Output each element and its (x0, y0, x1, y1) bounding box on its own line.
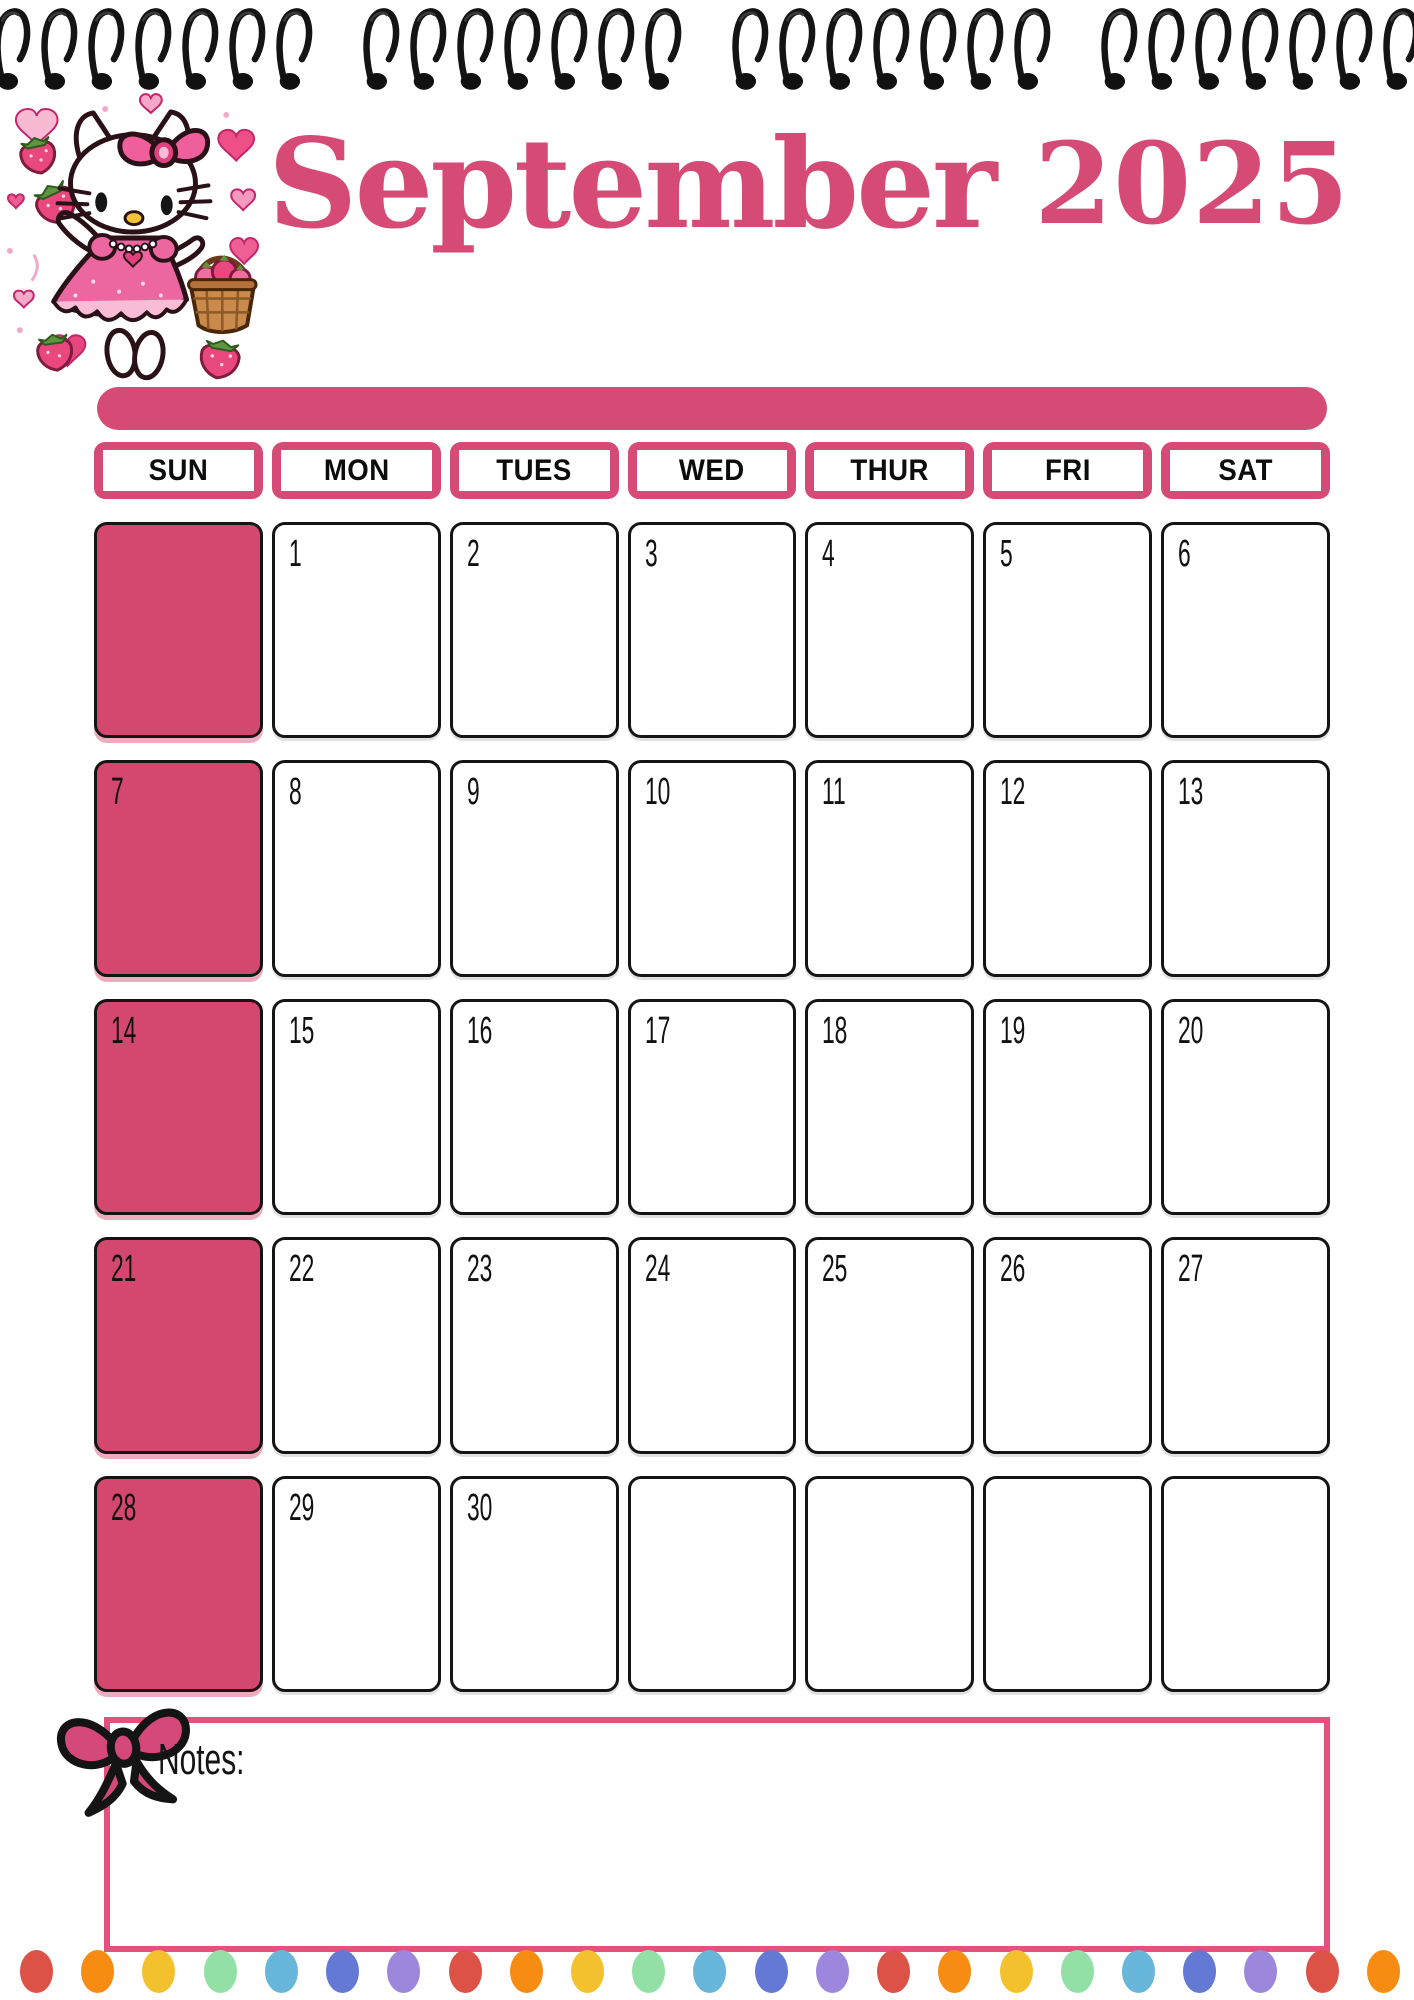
polka-dot (816, 1950, 849, 1993)
calendar-day-30 (450, 1476, 619, 1692)
calendar-day-28 (94, 1476, 263, 1692)
spiral-loop-icon (410, 2, 447, 96)
spiral-loop-icon (457, 2, 494, 96)
spiral-loop-icon (135, 2, 172, 96)
spiral-loop-icon (779, 2, 816, 96)
weekday-header-inner (459, 450, 610, 491)
polka-dot (877, 1950, 910, 1993)
spiral-loop-icon (1383, 2, 1414, 96)
calendar-day-17 (628, 999, 797, 1215)
weekday-header-inner (103, 450, 254, 491)
day-number: 2 (466, 533, 480, 575)
spiral-group (0, 2, 313, 98)
notes-area (104, 1717, 1330, 1952)
day-number: 30 (466, 1486, 493, 1529)
day-number: 20 (1178, 1009, 1204, 1052)
day-number: 15 (288, 1009, 315, 1052)
spiral-loop-icon (504, 2, 541, 96)
polka-dot (387, 1950, 420, 1993)
day-number: 17 (644, 1009, 670, 1052)
spiral-loop-icon (276, 2, 313, 96)
polka-dot (1244, 1950, 1277, 1993)
calendar-day-13 (1161, 760, 1330, 976)
day-number: 8 (288, 771, 302, 814)
day-number: 13 (1178, 771, 1204, 814)
spiral-loop-icon (182, 2, 219, 96)
calendar-day-3 (628, 522, 797, 738)
calendar-cell-empty (983, 1476, 1152, 1692)
day-number: 26 (1000, 1248, 1026, 1291)
polka-dot (1122, 1950, 1155, 1993)
weekday-label: THUR (850, 453, 930, 487)
spiral-loop-icon (967, 2, 1004, 96)
polka-dot (265, 1950, 298, 1993)
polka-dot (632, 1950, 665, 1993)
polka-dot (142, 1950, 175, 1993)
calendar-day-7 (94, 760, 263, 976)
weekday-label: MON (323, 453, 390, 487)
spiral-loop-icon (920, 2, 957, 96)
footer-polka-dots (20, 1946, 1400, 1996)
weekday-header-inner (814, 450, 965, 491)
weekday-header-sat (1161, 442, 1330, 499)
day-number: 16 (466, 1009, 493, 1052)
day-number: 7 (111, 771, 124, 814)
day-number: 12 (1000, 771, 1026, 814)
calendar-cell-empty (94, 522, 263, 738)
day-number: 24 (644, 1248, 670, 1291)
day-number: 4 (822, 533, 836, 575)
day-number: 27 (1178, 1248, 1204, 1291)
day-number: 5 (1000, 533, 1013, 575)
polka-dot (81, 1950, 114, 1993)
spiral-loop-icon (88, 2, 125, 96)
calendar-day-11 (805, 760, 974, 976)
calendar-day-14 (94, 999, 263, 1215)
day-number: 14 (111, 1009, 137, 1052)
calendar-day-26 (983, 1237, 1152, 1453)
day-number: 23 (466, 1248, 493, 1291)
year-title: 2025 (1034, 118, 1351, 250)
day-number: 11 (822, 771, 847, 814)
day-number: 25 (822, 1248, 848, 1291)
day-number: 1 (288, 533, 302, 575)
calendar-grid (94, 522, 1330, 1692)
polka-dot (20, 1950, 53, 1993)
weekday-label: SUN (148, 453, 209, 487)
polka-dot (1061, 1950, 1094, 1993)
calendar-day-27 (1161, 1237, 1330, 1453)
day-number: 19 (1000, 1009, 1026, 1052)
weekday-label: TUES (496, 453, 572, 487)
spiral-group (732, 2, 1051, 98)
spiral-loop-icon (598, 2, 635, 96)
weekday-header-inner (1170, 450, 1321, 491)
spiral-group (363, 2, 682, 98)
calendar-day-10 (628, 760, 797, 976)
day-number: 6 (1178, 533, 1191, 575)
hello-kitty-illustration (2, 86, 260, 386)
polka-dot (449, 1950, 482, 1993)
spiral-loop-icon (363, 2, 400, 96)
day-number: 10 (644, 771, 670, 814)
calendar-day-12 (983, 760, 1152, 976)
weekday-header-inner (281, 450, 432, 491)
spiral-loop-icon (826, 2, 863, 96)
calendar-cell-empty (805, 1476, 974, 1692)
calendar-day-18 (805, 999, 974, 1215)
day-number: 18 (822, 1009, 848, 1052)
calendar-cell-empty (1161, 1476, 1330, 1692)
day-number: 29 (288, 1486, 315, 1529)
calendar-cell-empty (628, 1476, 797, 1692)
strawberry-basket (189, 255, 256, 332)
spiral-loop-icon (1101, 2, 1138, 96)
spiral-loop-icon (1014, 2, 1051, 96)
calendar-day-1 (272, 522, 441, 738)
calendar-day-24 (628, 1237, 797, 1453)
weekday-header-sun (94, 442, 263, 499)
day-number: 28 (111, 1486, 137, 1529)
calendar-day-22 (272, 1237, 441, 1453)
weekday-label: SAT (1218, 453, 1273, 487)
calendar-day-20 (1161, 999, 1330, 1215)
calendar-day-6 (1161, 522, 1330, 738)
polka-dot (755, 1950, 788, 1993)
spiral-loop-icon (645, 2, 682, 96)
calendar-day-9 (450, 760, 619, 976)
spiral-loop-icon (0, 2, 31, 96)
month-title: September (267, 111, 995, 257)
calendar-day-2 (450, 522, 619, 738)
calendar-day-19 (983, 999, 1152, 1215)
polka-dot (326, 1950, 359, 1993)
weekday-header-inner (637, 450, 788, 491)
spiral-group (1101, 2, 1414, 98)
weekday-header-fri (983, 442, 1152, 499)
weekday-header-tues (450, 442, 619, 499)
calendar-day-4 (805, 522, 974, 738)
spiral-loop-icon (1336, 2, 1373, 96)
weekday-header-thur (805, 442, 974, 499)
spiral-loop-icon (1148, 2, 1185, 96)
spiral-loop-icon (551, 2, 588, 96)
day-number: 22 (288, 1248, 315, 1291)
weekday-header-inner (992, 450, 1143, 491)
polka-dot (204, 1950, 237, 1993)
calendar-day-25 (805, 1237, 974, 1453)
weekday-header-wed (628, 442, 797, 499)
spiral-loop-icon (1242, 2, 1279, 96)
notes-label: Notes: (158, 1735, 245, 1784)
polka-dot (571, 1950, 604, 1993)
polka-dot (693, 1950, 726, 1993)
day-number: 9 (466, 771, 480, 814)
calendar-day-15 (272, 999, 441, 1215)
weekday-header-mon (272, 442, 441, 499)
day-number: 21 (111, 1248, 137, 1291)
calendar-day-21 (94, 1237, 263, 1453)
divider-bar (97, 387, 1327, 430)
day-number: 3 (644, 533, 658, 575)
calendar-day-23 (450, 1237, 619, 1453)
calendar-day-5 (983, 522, 1152, 738)
spiral-loop-icon (229, 2, 266, 96)
polka-dot (1306, 1950, 1339, 1993)
polka-dot (1367, 1950, 1400, 1993)
spiral-loop-icon (732, 2, 769, 96)
weekday-label: FRI (1044, 453, 1091, 487)
spiral-loop-icon (41, 2, 78, 96)
polka-dot (1000, 1950, 1033, 1993)
page-title (252, 104, 1366, 264)
spiral-loop-icon (1289, 2, 1326, 96)
spiral-loop-icon (873, 2, 910, 96)
weekday-row (94, 442, 1330, 499)
polka-dot (1183, 1950, 1216, 1993)
calendar-day-29 (272, 1476, 441, 1692)
polka-dot (510, 1950, 543, 1993)
calendar-day-16 (450, 999, 619, 1215)
polka-dot (938, 1950, 971, 1993)
spiral-loop-icon (1195, 2, 1232, 96)
weekday-label: WED (679, 453, 745, 487)
calendar-day-8 (272, 760, 441, 976)
spiral-binding (0, 2, 1414, 98)
